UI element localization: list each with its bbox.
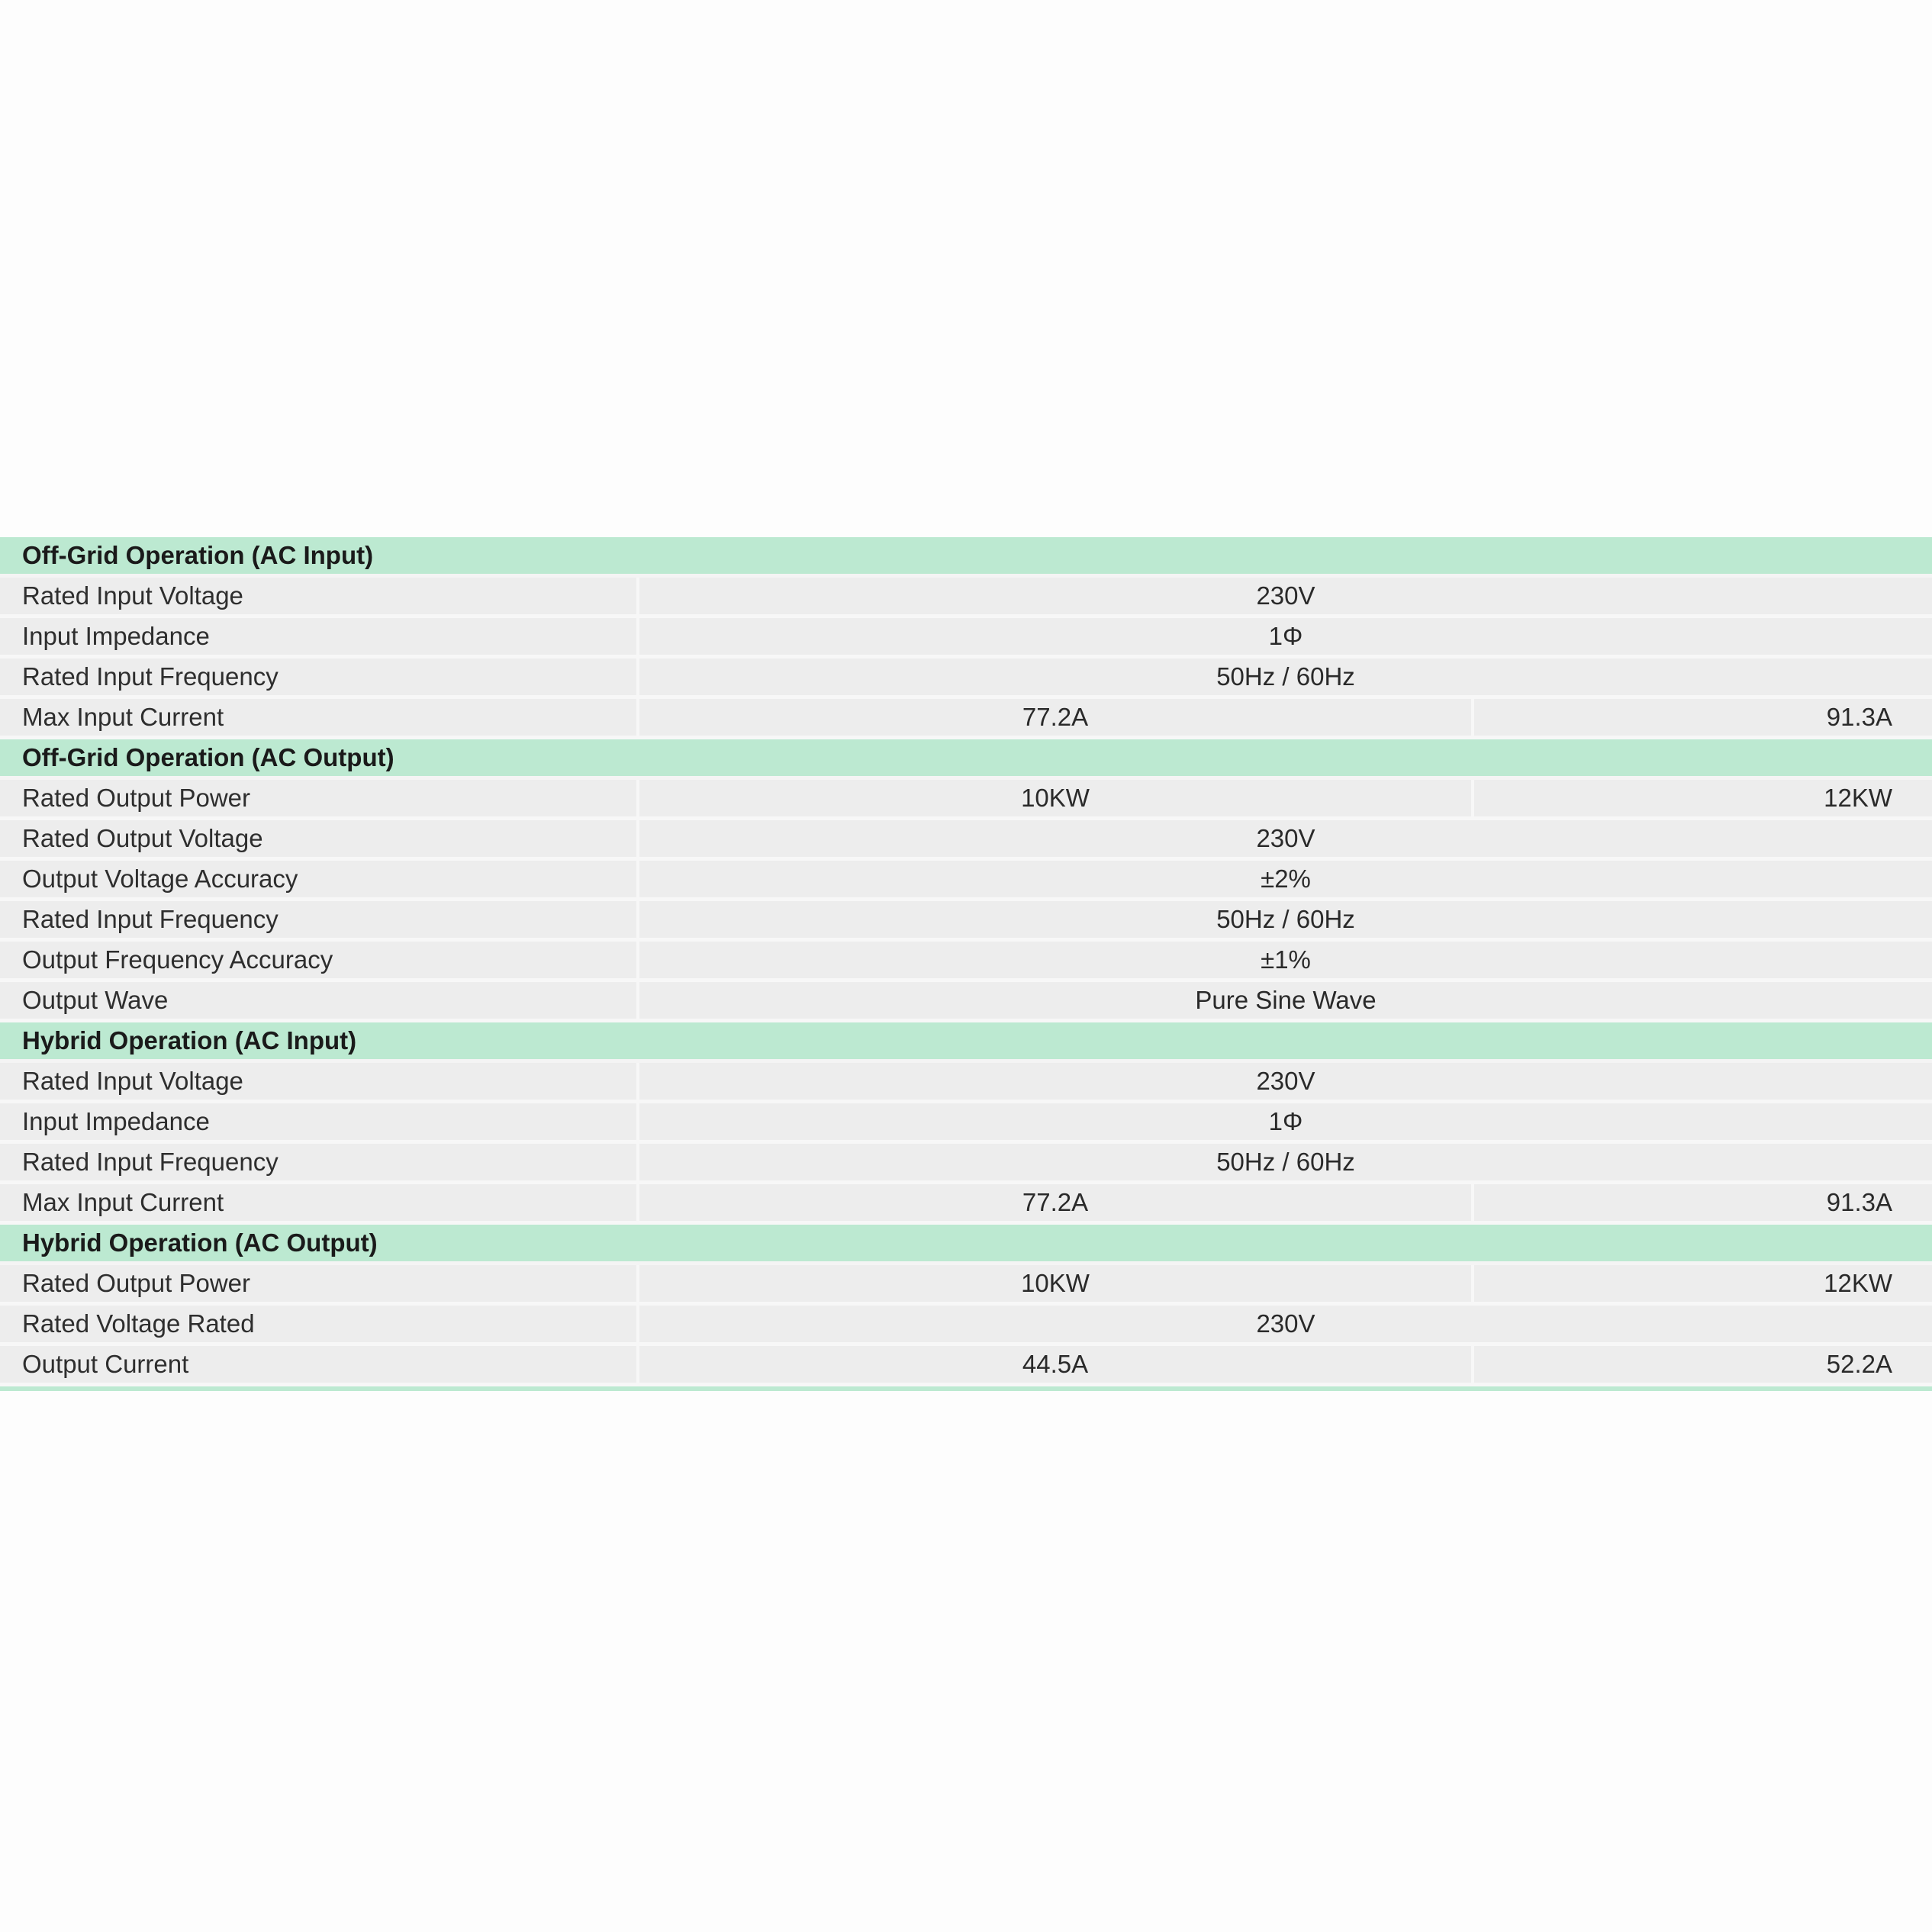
spec-label: Output Wave [0, 982, 639, 1019]
spec-value-model-2: 52.2A [1826, 1350, 1892, 1378]
spec-value: Pure Sine Wave [1195, 986, 1377, 1014]
spec-value-model-1: 77.2A [639, 1184, 1474, 1221]
spec-value-model-2: 12KW [1824, 784, 1892, 812]
spec-value: 230V [1256, 581, 1315, 610]
spec-label: Rated Voltage Rated [0, 1306, 639, 1342]
spec-row [0, 578, 1932, 618]
spec-row [0, 1265, 1932, 1306]
spec-row [0, 1346, 1932, 1386]
table-bottom-rule [0, 1386, 1932, 1391]
section-header: Hybrid Operation (AC Output) [0, 1225, 1932, 1265]
spec-label: Max Input Current [0, 699, 639, 736]
spec-table [0, 537, 1932, 1391]
spec-value: 230V [1256, 1067, 1315, 1095]
spec-label: Rated Input Frequency [0, 901, 639, 938]
section-header: Hybrid Operation (AC Input) [0, 1022, 1932, 1063]
spec-value: 1Φ [1268, 1107, 1303, 1135]
spec-label: Max Input Current [0, 1184, 639, 1221]
spec-value: 50Hz / 60Hz [1216, 662, 1355, 691]
spec-value: 230V [1256, 1309, 1315, 1338]
spec-row [0, 1306, 1932, 1346]
spec-row [0, 861, 1932, 901]
spec-value-model-2: 91.3A [1826, 1188, 1892, 1216]
spec-row [0, 658, 1932, 699]
spec-label: Rated Input Frequency [0, 1144, 639, 1180]
spec-row [0, 901, 1932, 942]
spec-label: Rated Input Voltage [0, 1063, 639, 1100]
spec-value: 50Hz / 60Hz [1216, 905, 1355, 933]
section-header: Off-Grid Operation (AC Input) [0, 537, 1932, 578]
spec-label: Input Impedance [0, 618, 639, 655]
spec-row [0, 699, 1932, 739]
spec-value: ±1% [1261, 945, 1311, 974]
spec-label: Rated Input Frequency [0, 658, 639, 695]
spec-value-model-1: 77.2A [639, 699, 1474, 736]
spec-value-model-1: 10KW [639, 1265, 1474, 1302]
spec-value: 50Hz / 60Hz [1216, 1148, 1355, 1176]
spec-value: ±2% [1261, 865, 1311, 893]
spec-row [0, 1144, 1932, 1184]
spec-value: 1Φ [1268, 622, 1303, 650]
spec-label: Output Current [0, 1346, 639, 1383]
spec-value-model-1: 10KW [639, 780, 1474, 816]
spec-row [0, 942, 1932, 982]
spec-label: Rated Output Power [0, 780, 639, 816]
section-header: Off-Grid Operation (AC Output) [0, 739, 1932, 780]
spec-row [0, 1103, 1932, 1144]
spec-label: Rated Output Power [0, 1265, 639, 1302]
spec-label: Output Frequency Accuracy [0, 942, 639, 978]
spec-value-model-1: 44.5A [639, 1346, 1474, 1383]
spec-row [0, 1063, 1932, 1103]
spec-row [0, 1184, 1932, 1225]
spec-label: Rated Input Voltage [0, 578, 639, 614]
spec-label: Rated Output Voltage [0, 820, 639, 857]
spec-row [0, 618, 1932, 658]
spec-label: Output Voltage Accuracy [0, 861, 639, 897]
spec-row [0, 820, 1932, 861]
spec-row [0, 780, 1932, 820]
spec-value-model-2: 91.3A [1826, 703, 1892, 731]
spec-row [0, 982, 1932, 1022]
spec-value: 230V [1256, 824, 1315, 852]
spec-value-model-2: 12KW [1824, 1269, 1892, 1297]
spec-label: Input Impedance [0, 1103, 639, 1140]
